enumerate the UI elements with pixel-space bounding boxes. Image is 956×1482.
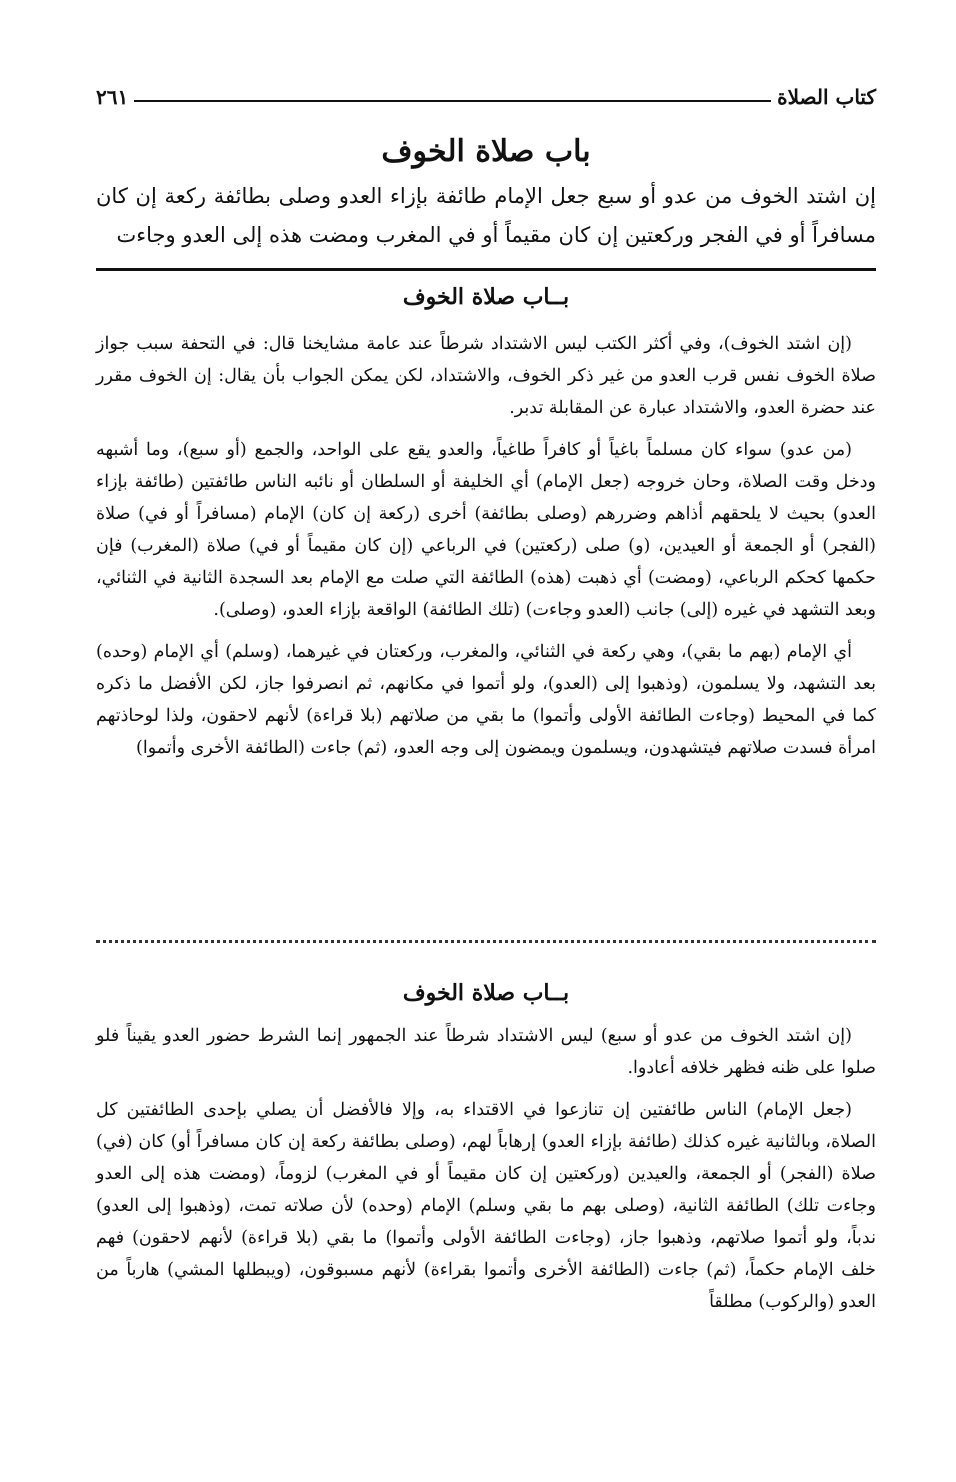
running-header-title: كتاب الصلاة [777,85,876,109]
commentary-2-title: بــاب صلاة الخوف [402,980,570,1006]
dotted-divider [96,940,876,943]
commentary-1-title: بــاب صلاة الخوف [402,284,570,310]
matn-text: إن اشتد الخوف من عدو أو سبع جعل الإمام طائفة بإزاء العدو وصلى بطائفة ركعة إن كان مسافراً أو في الفجر وركعتين إن كان مقيماً أو في المغرب ومضت هذه إلى العدو وجاءت [96,184,876,247]
commentary-1-paragraph: (من عدو) سواء كان مسلماً باغياً أو كافراً طاغياً، والعدو يقع على الواحد، والجمع (أو سبع)، وما أشبهه ودخل وقت الصلاة، وحان خروجه (جعل الإمام) أي الخليفة أو السلطان أو نائبه الناس طائفتين (طائفة بإزاء العدو) بحيث لا يلحقهم أذاهم وضررهم (وصلى بطائفة) أخرى (ركعة إن كان) الإمام (مسافراً أو في) صلاة (الفجر) أو الجمعة أو العيدين، (و) صلى (ركعتين) في الرباعي (إن كان مقيماً أو في) صلاة (المغرب) فإن حكمها كحكم الرباعي، (ومضت) أي ذهبت (هذه) الطائفة التي صلت مع الإمام بعد السجدة الثانية في الثنائي، وبعد التشهد في غيره (إلى) جانب (العدو وجاءت) (تلك الطائفة) الواقعة بإزاء العدو، (وصلى). [96,440,876,621]
commentary-2-paragraph: (إن اشتد الخوف من عدو أو سبع) ليس الاشتداد شرطاً عند الجمهور إنما الشرط حضور العدو يقيناً فلو صلوا على ظنه فظهر خلافه أعادوا. [96,1026,876,1079]
header-rule [134,100,771,102]
chapter-section [96,134,876,170]
running-header [96,82,876,112]
commentary-2 [96,980,876,1328]
page-number: ٢٦١ [96,85,129,109]
chapter-title: باب صلاة الخوف [381,134,591,169]
commentary-1-paragraph: (إن اشتد الخوف)، وفي أكثر الكتب ليس الاشتداد شرطاً عند عامة مشايخنا قال: في التحفة سبب جواز صلاة الخوف نفس قرب العدو من غير ذكر الخوف، والاشتداد، لكن يمكن الجواب بأن يقال: إن الخوف مقرر عند حضرة العدو، والاشتداد عبارة عن المقابلة تدبر. [96,334,876,419]
matn-text-block [96,177,876,255]
commentary-2-paragraph: (جعل الإمام) الناس طائفتين إن تنازعوا في الاقتداء به، وإلا فالأفضل أن يصلي بإحدى الطائفتين كل الصلاة، وبالثانية غيره كذلك (طائفة بإزاء العدو) إرهاباً لهم، (وصلى بطائفة ركعة إن كان مسافراً أو) كان (في) صلاة (الفجر) أو الجمعة، والعيدين (وركعتين إن كان مقيماً أو في المغرب) لزوماً، (ومضت هذه إلى العدو وجاءت تلك) الطائفة الثانية، (وصلى بهم ما بقي وسلم) الإمام (وحده) لأن صلاته تمت، (وذهبوا إلى العدو) ندباً، ولو أتموا صلاتهم، وذهبوا جاز، (وجاءت الطائفة الأولى وأتموا) ما بقي (بلا قراءة) لأنهم لاحقون) فهم خلف الإمام حكماً، (ثم) جاءت (الطائفة الأخرى وأتموا بقراءة) لأنهم مسبوقون، (ويبطلها المشي) هارباً من العدو (والركوب) مطلقاً [96,1100,876,1313]
matn-divider [96,268,876,271]
commentary-1 [96,284,876,774]
commentary-1-paragraph: أي الإمام (بهم ما بقي)، وهي ركعة في الثنائي، والمغرب، وركعتان في غيرهما، (وسلم) أي الإمام (وحده) بعد التشهد، ولا يسلمون، (وذهبوا إلى (العدو)، ولو أتموا في مكانهم، ثم انصرفوا جاز، لكن الأفضل ما ذكره كما في المحيط (وجاءت الطائفة الأولى وأتموا) ما بقي من صلاتهم (بلا قراءة) لأنهم لاحقون، ولذا لوحاذتهم امرأة فسدت صلاتهم فيتشهدون، ويسلمون ويمضون إلى وجه العدو، (ثم) جاءت (الطائفة الأخرى وأتموا) [96,642,876,759]
